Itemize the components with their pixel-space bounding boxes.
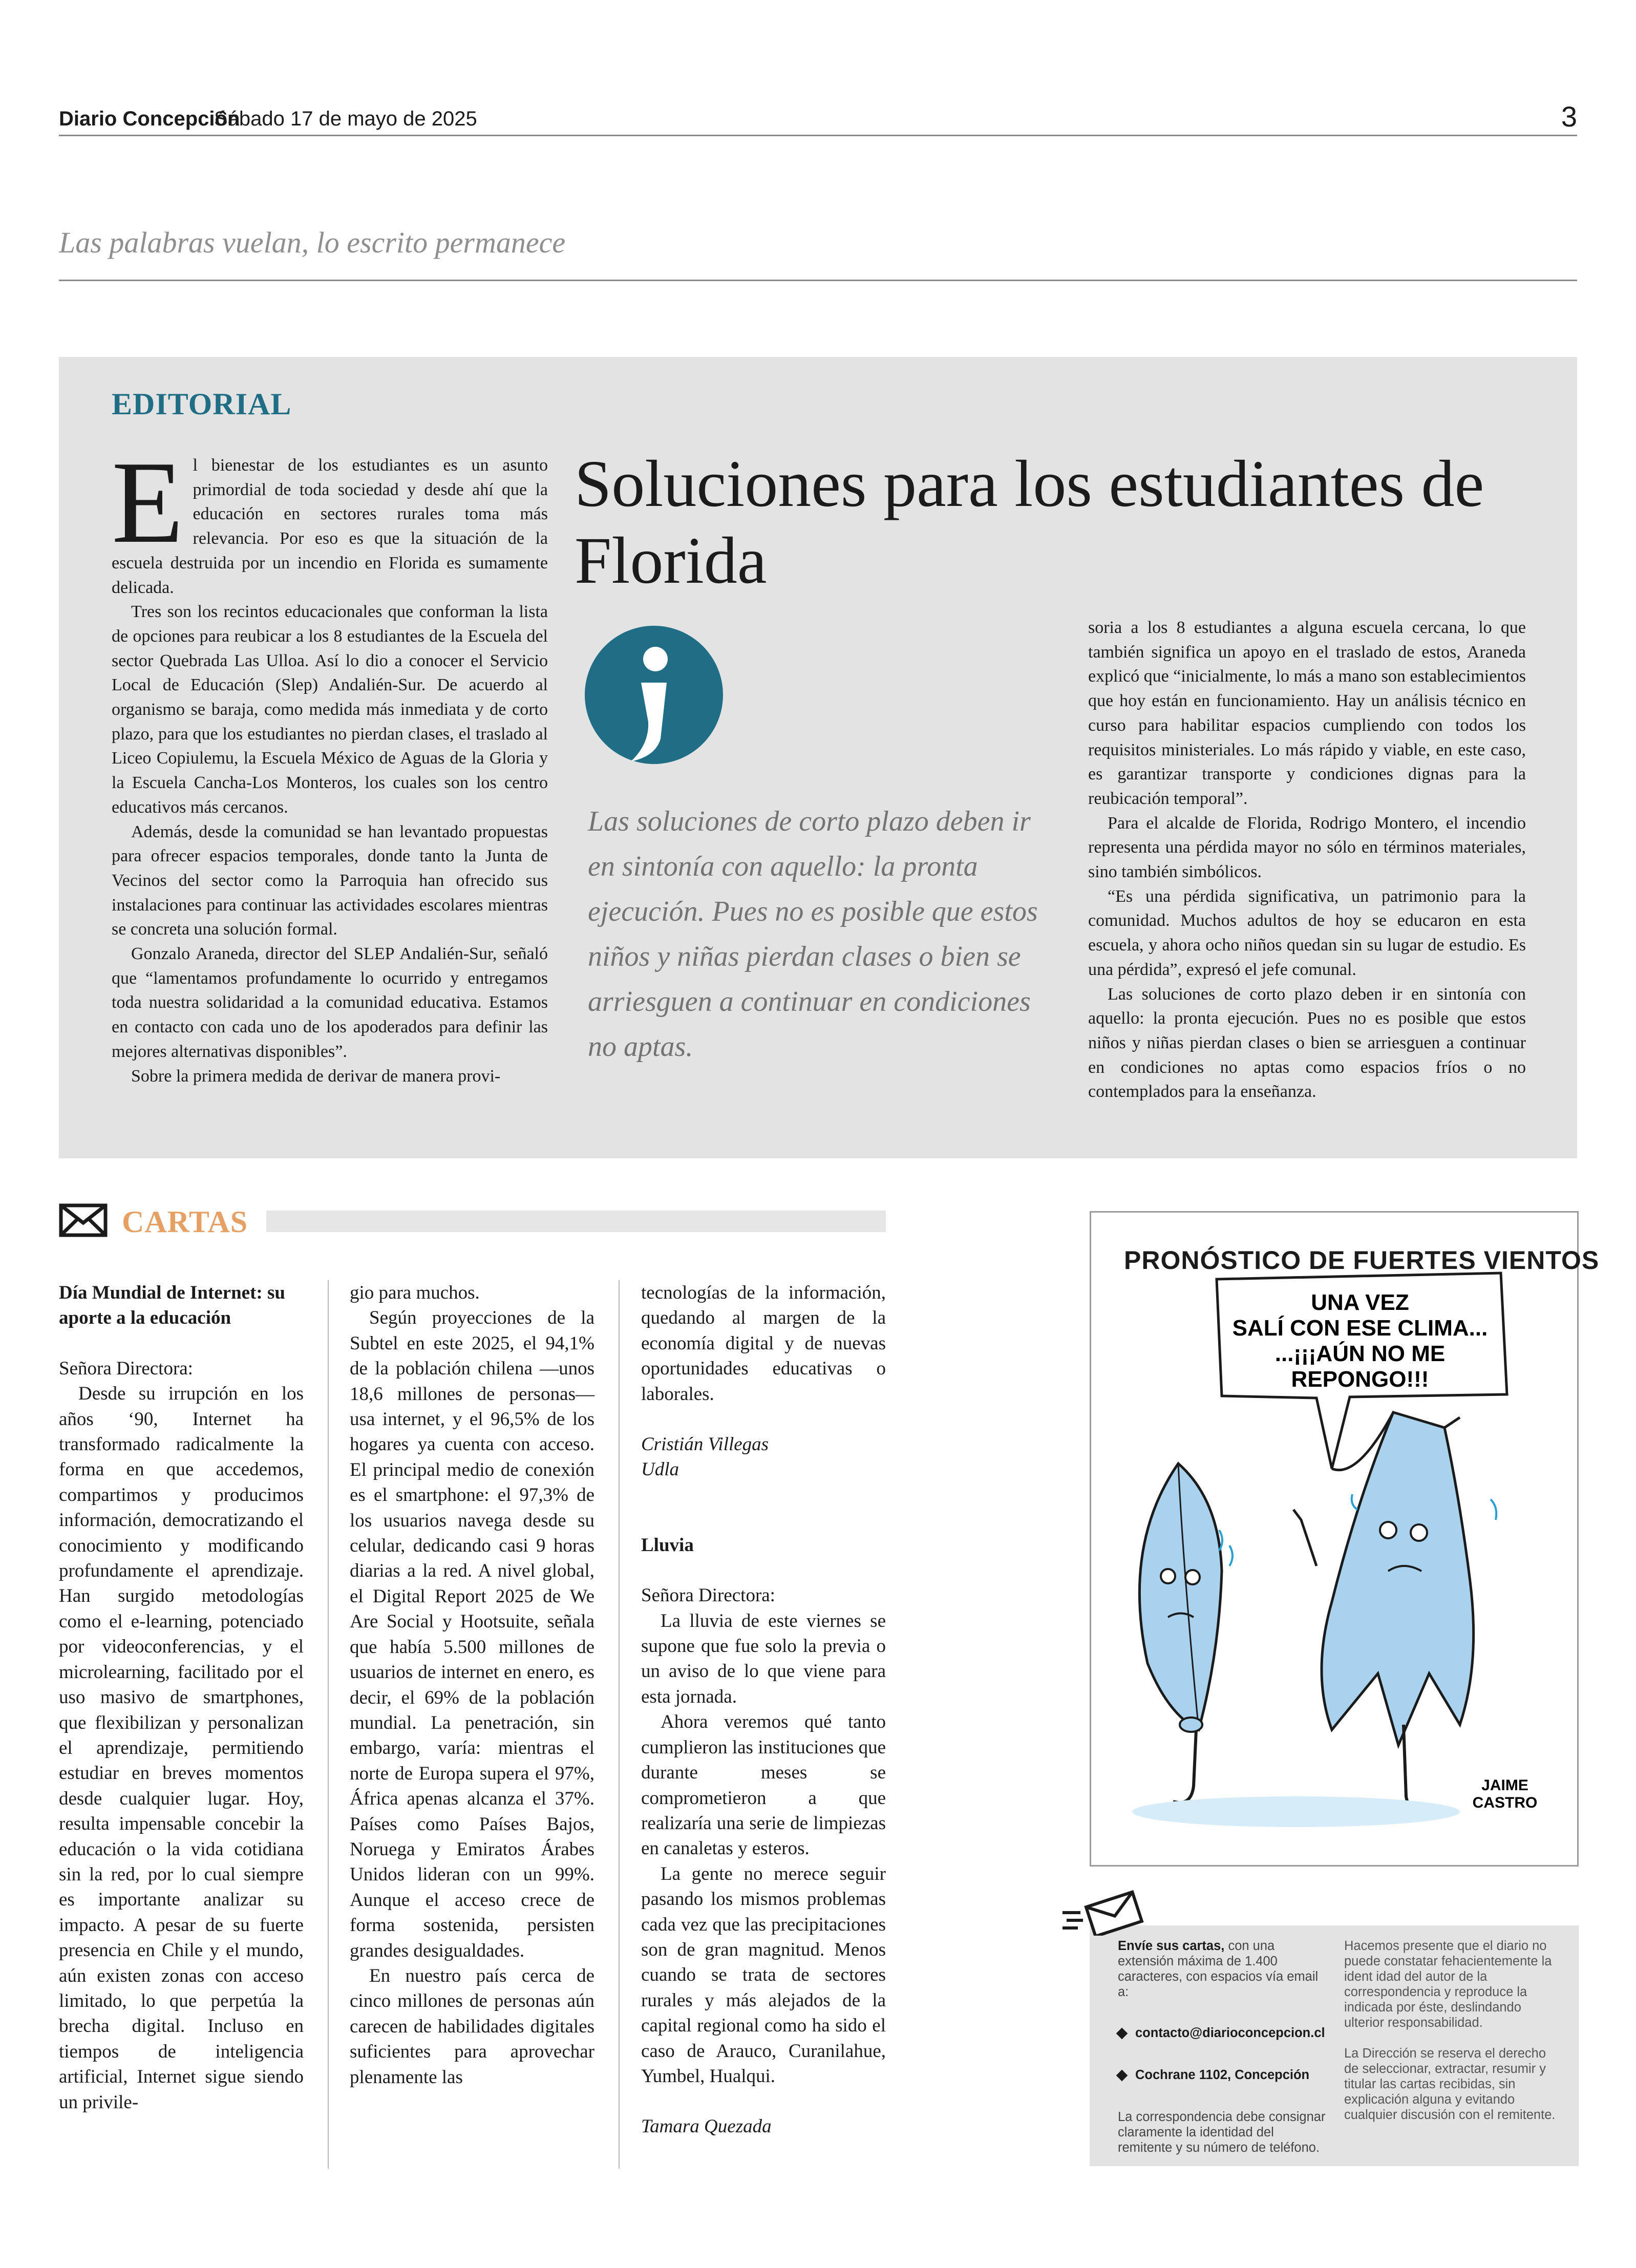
- closed-umbrella-character: [1139, 1464, 1233, 1803]
- newspaper-name: Diario Concepción: [59, 108, 240, 130]
- editorial-lead-paragraph: El bienestar de los estudiantes es un asunto primordial de toda sociedad y desde ahí que la educación en sectores rurales toma más relevancia. Por eso es que la situación de la escuela destruida por un incendio en Florida es sumamente delicada.: [112, 437, 548, 597]
- column-rule: [328, 1280, 329, 2169]
- editorial-headline: Soluciones para los estudiantes de Florida: [575, 447, 1484, 598]
- cartas-label: CARTAS: [122, 1205, 248, 1239]
- letter-signature: Tamara Quezada: [641, 2116, 772, 2137]
- editorial-paragraph: soria a los 8 estudiantes a alguna escuela cercana, lo que también significa un apoyo en el traslado de estos, Araneda explicó que “inicialmente, lo más a mano son establecimientos que hoy están en funcionamiento. Hay un análisis técnico en curso para habilitar espacios cumpliendo con todos los requisitos ministeriales. Lo más rápido y viable, en este caso, es garantizar transporte y condiciones dignas para la reubicación temporal”.: [1088, 618, 1526, 808]
- letter-paragraph: Desde su irrupción en los años ‘90, Internet ha transformado radicalmente la forma en que accedemos, compartimos y producimos información, democratizando el conocimiento y modificando profundamente el aprendizaje. Han surgido metodologías como el e-learning, potenciado por videoconferencias, y el microlearning, facilitado por el uso masivo de smartphones, que flexibilizan y personalizan el aprendizaje, permitiendo estudiar en breves momentos desde cualquier lugar. Hoy, resulta impensable concebir la educación o la vida cotidiana sin la red, por lo cual siempre es importante analizar su impacto. A pesar de su fuerte presencia en Chile y el mundo, aún existen zonas con acceso limitado, lo que perpetúa la brecha digital. Incluso en tiempos de inteligencia artificial, Internet sigue siendo un privile-: [59, 1383, 304, 2113]
- speech-line: ...¡¡¡AÚN NO ME: [1274, 1341, 1446, 1366]
- info-address-row: [1118, 2067, 1328, 2083]
- diamond-bullet-icon: [1116, 2028, 1128, 2040]
- letter-paragraph: tecnologías de la información, quedando al margen de la economía digital y de nuevas oportunidades educativas o laborales.: [641, 1282, 886, 1405]
- info-logo-icon: [584, 622, 725, 768]
- letter-title: Lluvia: [641, 1534, 694, 1556]
- editorial-paragraph: Sobre la primera medida de derivar de manera provi-: [131, 1066, 501, 1086]
- editorial-paragraph: Además, desde la comunidad se han levantado propuestas para ofrecer espacios temporales, donde tanto la Junta de Vecinos del sector como la Parroquia han ofrecido sus instalaciones para continuar las actividades escolares mientras se concreta una solución formal.: [112, 822, 548, 939]
- page-number: 3: [1561, 100, 1577, 133]
- letter-title: Día Mundial de Internet: su aporte a la educación: [59, 1282, 285, 1329]
- letter-paragraph: gio para muchos.: [350, 1282, 480, 1303]
- column-rule: [619, 1280, 620, 2169]
- send-letter-icon: [1057, 1890, 1144, 1936]
- info-disclaimers: [1344, 1938, 1559, 2123]
- letter-signature: Cristián Villegas: [641, 1434, 769, 1455]
- cartoonist-signature: JAIME: [1481, 1777, 1528, 1794]
- cartoonist-signature: CASTRO: [1472, 1794, 1538, 1811]
- cartoon-illustration: [1091, 1213, 1577, 1865]
- authorship-disclaimer: Hacemos presente que el diario no puede constatar fehacientemente la ident idad del autor de la correspondencia y reproduce la indicada por éste, deslindando ulterior responsabilidad.: [1344, 1939, 1552, 2030]
- speech-line: UNA VEZ: [1311, 1290, 1409, 1315]
- editorial-paragraph: Gonzalo Araneda, director del SLEP Andalién-Sur, señaló que “lamentamos profundamente lo ocurrido y entregamos toda nuestra solidaridad a la comunidad educativa. Estamos en contacto con cada uno de los apoderados para definir las mejores alternativas disponibles”.: [112, 944, 548, 1061]
- editorial-label: EDITORIAL: [112, 387, 292, 421]
- editorial-paragraph: Tres son los recintos educacionales que conforman la lista de opciones para reubicar a los 8 estudiantes de la Escuela del sector Quebrada Las Ulloa. Así lo dio a conocer el Servicio Local de Educación (Slep) Andalién-Sur. De acuerdo al organismo se baraja, como medida más inmediata y de corto plazo, para que los estudiantes no pierdan clases, el traslado al Liceo Copiulemu, la Escuela México de Aguas de la Gloria y la Escuela Cancha-Los Monteros, los cuales son los centro educativos más cercanos.: [112, 602, 548, 817]
- editorial-column-2: [1088, 616, 1526, 1104]
- letter-paragraph: En nuestro país cerca de cinco millones de personas aún carecen de habilidades digitales suficientes para aprovechar plenamente las: [350, 1965, 594, 2088]
- editorial-column-1: [112, 437, 548, 1088]
- editorial-rights-note: La Dirección se reserva el derecho de seleccionar, extractar, resumir y titular las cartas recibidas, sin explicación alguna y evitando cualquier discusión con el remitente.: [1344, 2046, 1556, 2122]
- section-motto: Las palabras vuelan, lo escrito permanece: [59, 226, 566, 259]
- speech-line: SALÍ CON ESE CLIMA...: [1232, 1316, 1488, 1341]
- contact-address: Cochrane 1102, Concepción: [1135, 2068, 1310, 2082]
- issue-date: Sábado 17 de mayo de 2025: [214, 108, 477, 130]
- broken-umbrella-character: [1293, 1412, 1496, 1810]
- info-lead: Envíe sus cartas, con una extensión máxima de 1.400 caracteres, con espacios vía email a:: [1118, 1939, 1319, 1999]
- contact-email[interactable]: contacto@diarioconcepcion.cl: [1135, 2026, 1325, 2040]
- diamond-bullet-icon: [1116, 2070, 1128, 2082]
- editorial-paragraph: Para el alcalde de Florida, Rodrigo Montero, el incendio representa una pérdida mayor no sólo en términos materiales, sino también simbólicos.: [1088, 813, 1526, 882]
- letters-column-3: [641, 1280, 886, 2139]
- speech-line: REPONGO!!!: [1291, 1367, 1429, 1392]
- letter-salutation: Señora Directora:: [641, 1585, 775, 1606]
- info-instructions: [1118, 1938, 1328, 2155]
- editorial-paragraph: “Es una pérdida significativa, un patrimonio para la comunidad. Muchos adultos de hoy se educaron en esta escuela, y ahora ocho niños quedan sin su lugar de estudio. Es una pérdida”, expresó el jefe comunal.: [1088, 886, 1526, 979]
- info-email-row: [1118, 2025, 1328, 2041]
- letters-column-2: [350, 1280, 594, 2090]
- letter-paragraph: La lluvia de este viernes se supone que fue solo la previa o un aviso de lo que viene para esta jornada.: [641, 1610, 886, 1707]
- letter-signature-org: Udla: [641, 1459, 679, 1480]
- cartas-header-bar: [266, 1211, 886, 1232]
- letter-salutation: Señora Directora:: [59, 1358, 193, 1379]
- letter-paragraph: Según proyecciones de la Subtel en este 2025, el 94,1% de la población chilena —unos 18,6 millones de personas— usa internet, y el 96,5% de los hogares ya cuenta con acceso. El principal medio de conexión es el smartphone: el 97,3% de los usuarios navega desde su celular, dedicando casi 9 horas diarias a la red. A nivel global, el Digital Report 2025 de We Are Social y Hootsuite, señala que había 5.500 millones de usuarios de internet en enero, es decir, el 69% de la población mundial. La penetración, sin embargo, varía: mientras el norte de Europa supera el 97%, África apenas alcanza el 37%. Países como Países Bajos, Noruega y Emiratos Árabes Unidos lideran con un 99%. Aunque el acceso crece de forma sostenida, persisten grandes desigualdades.: [350, 1307, 594, 1961]
- envelope-icon: [59, 1202, 108, 1238]
- cartoon-title: PRONÓSTICO DE FUERTES VIENTOS: [1124, 1246, 1600, 1275]
- motto-rule: [59, 280, 1577, 281]
- letter-paragraph: La gente no merece seguir pasando los mismos problemas cada vez que las precipitaciones son de gran magnitud. Menos cuando se trata de sectores rurales y más alejados de la capital regional como ha sido el caso de Arauco, Curanilahue, Yumbel, Hualqui.: [641, 1863, 886, 2087]
- identity-note: La correspondencia debe consignar claramente la identidad del remitente y su número de teléfono.: [1118, 2110, 1326, 2155]
- editorial-paragraph: Las soluciones de corto plazo deben ir en sintonía con aquello: la pronta ejecución. Pues no es posible que estos niños y niñas pierdan clases o bien se arriesguen a continuar en condiciones no aptas como espacios fríos o no contemplados para la enseñanza.: [1088, 984, 1526, 1101]
- letter-paragraph: Ahora veremos qué tanto cumplieron las instituciones que durante meses se comprometieron a que realizaría una serie de limpiezas en canaletas y esteros.: [641, 1711, 886, 1859]
- header-rule: [59, 135, 1577, 136]
- letters-column-1: [59, 1280, 304, 2115]
- editorial-pull-quote: Las soluciones de corto plazo deben ir en sintonía con aquello: la pronta ejecución. Pues no es posible que estos niños y niñas pierdan clases o bien se arriesguen a continuar en condiciones no aptas.: [588, 806, 1038, 1063]
- drop-cap: E: [112, 437, 184, 567]
